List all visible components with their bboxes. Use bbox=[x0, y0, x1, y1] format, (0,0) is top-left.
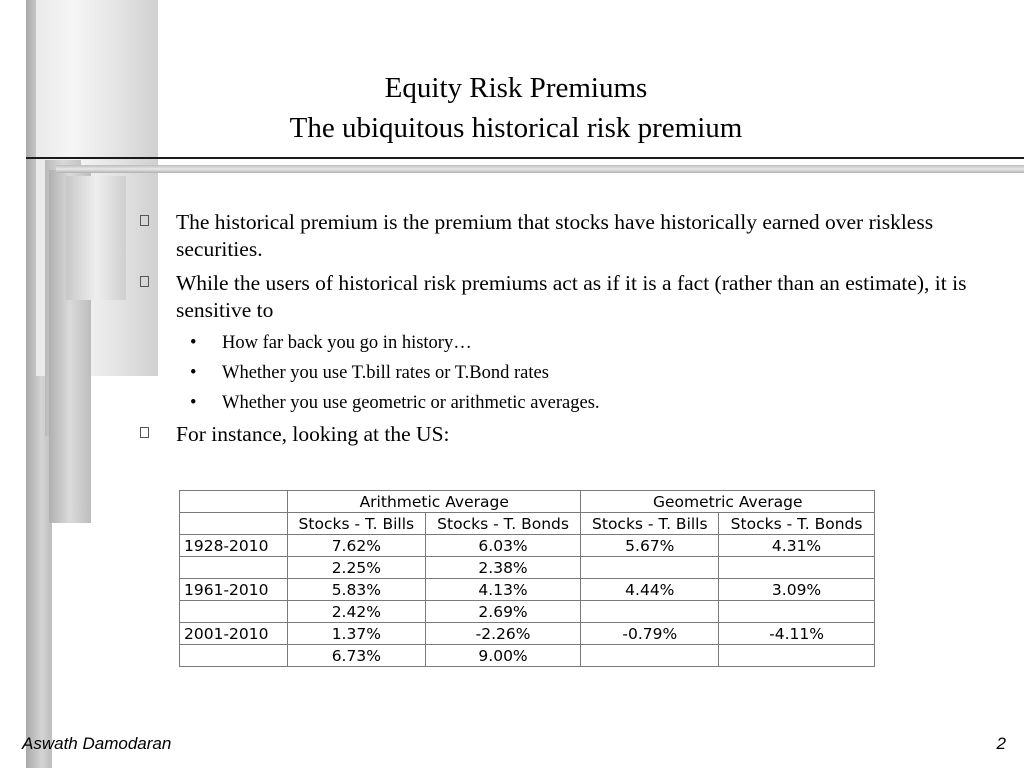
table-row bbox=[180, 579, 875, 601]
table-cell: 1.37% bbox=[288, 623, 426, 645]
table-cell: 6.73% bbox=[288, 645, 426, 667]
dot-bullet-icon: • bbox=[190, 363, 197, 383]
slide-body bbox=[140, 209, 980, 455]
table-cell: 7.62% bbox=[288, 535, 426, 557]
table-cell: -4.11% bbox=[719, 623, 875, 645]
table-cell: -0.79% bbox=[581, 623, 719, 645]
table-cell: 2.38% bbox=[425, 557, 581, 579]
table-cell: 4.44% bbox=[581, 579, 719, 601]
slide-subtitle: The ubiquitous historical risk premium bbox=[289, 112, 743, 144]
table-row bbox=[180, 557, 875, 579]
risk-premium-table bbox=[179, 490, 875, 667]
table-column-header: Stocks - T. Bonds bbox=[719, 513, 875, 535]
table-cell: 4.13% bbox=[425, 579, 581, 601]
decor-bar bbox=[66, 176, 126, 300]
table-cell bbox=[719, 601, 875, 623]
table-cell bbox=[581, 601, 719, 623]
table-group-header-row bbox=[180, 491, 875, 513]
table-cell: 5.83% bbox=[288, 579, 426, 601]
square-bullet-icon bbox=[140, 215, 149, 226]
table-cell: 2.69% bbox=[425, 601, 581, 623]
table-cell bbox=[719, 645, 875, 667]
table-row bbox=[180, 623, 875, 645]
title-divider-bar bbox=[56, 165, 1024, 173]
dot-bullet-icon: • bbox=[190, 393, 197, 413]
square-bullet-icon bbox=[140, 276, 149, 287]
bullet-item: While the users of historical risk premiums act as if it is a fact (rather than an estimate), it is sensitive to bbox=[140, 270, 980, 324]
table-header-cell bbox=[180, 491, 288, 513]
table-column-header-row bbox=[180, 513, 875, 535]
table-cell bbox=[581, 557, 719, 579]
sub-bullet-item: • Whether you use T.bill rates or T.Bond rates bbox=[190, 363, 549, 383]
table-cell bbox=[180, 601, 288, 623]
sub-bullet-item: • How far back you go in history… bbox=[190, 333, 472, 353]
square-bullet-icon bbox=[140, 427, 149, 438]
dot-bullet-icon: • bbox=[190, 333, 197, 353]
table-cell bbox=[719, 557, 875, 579]
table-header-cell bbox=[180, 513, 288, 535]
table-column-header: Stocks - T. Bills bbox=[288, 513, 426, 535]
table-cell: 5.67% bbox=[581, 535, 719, 557]
table-cell: 9.00% bbox=[425, 645, 581, 667]
table-column-header: Stocks - T. Bonds bbox=[425, 513, 581, 535]
table-group-header: Geometric Average bbox=[581, 491, 875, 513]
table-row bbox=[180, 645, 875, 667]
sub-bullet-item: • Whether you use geometric or arithmetic averages. bbox=[190, 393, 600, 413]
table-cell bbox=[581, 645, 719, 667]
table-cell: 1928-2010 bbox=[180, 535, 288, 557]
table-cell: 1961-2010 bbox=[180, 579, 288, 601]
slide-title: Equity Risk Premiums bbox=[384, 72, 648, 104]
title-divider bbox=[26, 157, 1024, 159]
table-column-header: Stocks - T. Bills bbox=[581, 513, 719, 535]
bullet-item: The historical premium is the premium that stocks have historically earned over riskless securities. bbox=[140, 209, 980, 263]
table-row bbox=[180, 601, 875, 623]
table-cell bbox=[180, 557, 288, 579]
table-cell: 2.25% bbox=[288, 557, 426, 579]
table-row bbox=[180, 535, 875, 557]
table-cell: 2.42% bbox=[288, 601, 426, 623]
table-cell: 4.31% bbox=[719, 535, 875, 557]
table-group-header: Arithmetic Average bbox=[288, 491, 581, 513]
table-cell: -2.26% bbox=[425, 623, 581, 645]
table-cell: 6.03% bbox=[425, 535, 581, 557]
bullet-item: For instance, looking at the US: bbox=[140, 421, 980, 448]
table-cell: 3.09% bbox=[719, 579, 875, 601]
table-cell: 2001-2010 bbox=[180, 623, 288, 645]
table-cell bbox=[180, 645, 288, 667]
footer-author: Aswath Damodaran bbox=[22, 734, 172, 753]
page-number: 2 bbox=[996, 734, 1006, 753]
